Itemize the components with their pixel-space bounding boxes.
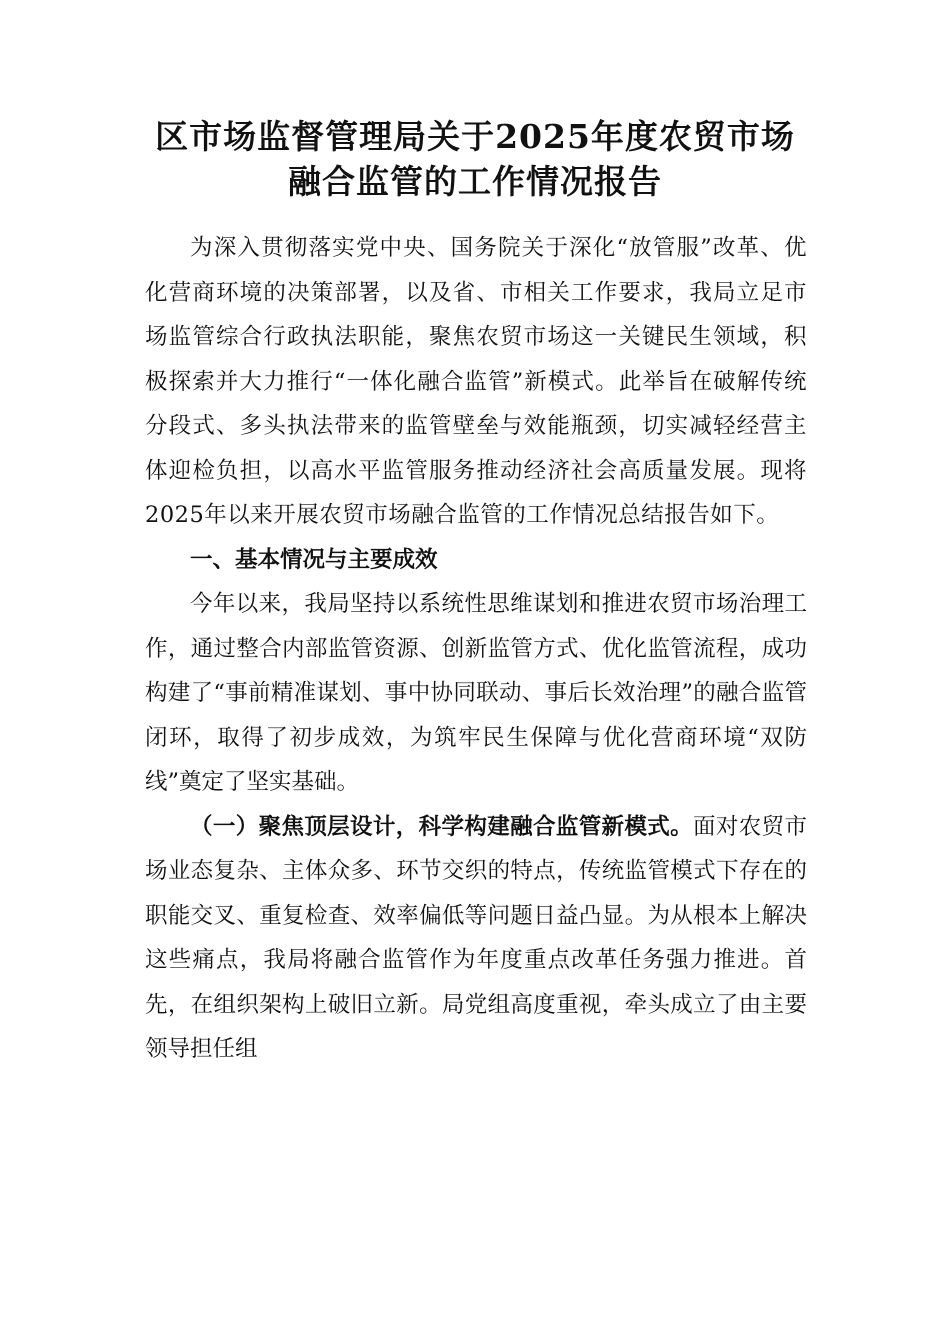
section-heading-1: 一、基本情况与主要成效 <box>190 546 438 573</box>
subsection-1-title: （一）聚焦顶层设计，科学构建融合监管新模式。 <box>190 813 694 840</box>
document-title-line-2: 融合监管的工作情况报告 <box>288 162 662 201</box>
section-1-paragraph: 今年以来，我局坚持以系统性思维谋划和推进农贸市场治理工作，通过整合内部监管资源、创新监管方式、优化监管流程，成功构建了“事前精准谋划、事中协同联动、事后长效治理”的融合监管闭环，取得了初步成效，为筑牢民生保障与优化营商环境“双防线”奠定了坚实基础。 <box>145 591 807 795</box>
intro-paragraph: 为深入贯彻落实党中央、国务院关于深化“放管服”改革、优化营商环境的决策部署，以及省、市相关工作要求，我局立足市场监管综合行政执法职能，聚焦农贸市场这一关键民生领域，积极探索并大力推行“一体化融合监管”新模式。此举旨在破解传统分段式、多头执法带来的监管壁垒与效能瓶颈，切实减轻经营主体迎检负担，以高水平监管服务推动经济社会高质量发展。现将2025年以来开展农贸市场融合监管的工作情况总结报告如下。 <box>145 235 807 528</box>
document-title-line-1: 区市场监督管理局关于2025年度农贸市场 <box>155 117 795 156</box>
subsection-1-text: 面对农贸市场业态复杂、主体众多、环节交织的特点，传统监管模式下存在的职能交叉、重复检查、效率偏低等问题日益凸显。为从根本上解决这些痛点，我局将融合监管作为年度重点改革任务强力推进。首先，在组织架构上破旧立新。局党组高度重视，牵头成立了由主要领导担任组 <box>145 813 807 1062</box>
document-body <box>145 226 807 1072</box>
subsection-1-paragraph <box>145 805 807 1072</box>
